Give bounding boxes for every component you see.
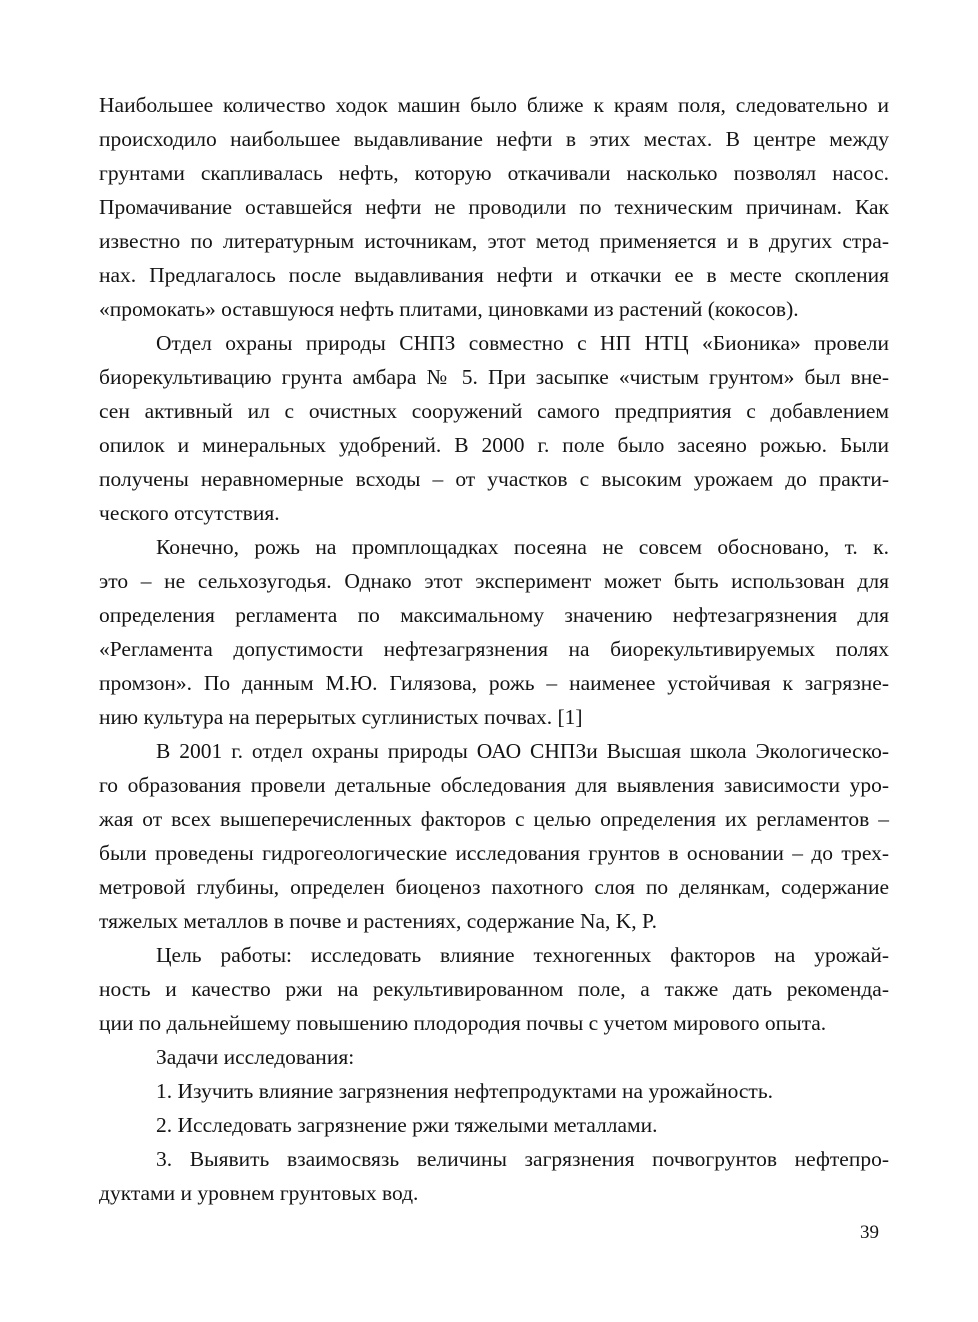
- page-number: 39: [860, 1222, 879, 1243]
- paragraph-p6: [99, 1040, 889, 1074]
- text-line: известно по литературным источникам, этот метод применяется и в других стра-: [99, 229, 889, 253]
- text-line: Отдел охраны природы СНПЗ совместно с НП НТЦ «Бионика» провели: [156, 331, 889, 355]
- text-line: грунтами скапливалась нефть, которую откачивали насколько позволял насос.: [99, 161, 889, 185]
- text-line: 3. Выявить взаимосвязь величины загрязнения почвогрунтов нефтепро-: [156, 1147, 889, 1171]
- paragraph-p9: [99, 1142, 889, 1210]
- body-text: [99, 88, 889, 1210]
- text-line: нах. Предлагалось после выдавливания нефти и откачки ее в месте скопления: [99, 263, 889, 287]
- text-line: В 2001 г. отдел охраны природы ОАО СНПЗи Высшая школа Экологическо-: [156, 739, 889, 763]
- text-line: метровой глубины, определен биоценоз пахотного слоя по делянкам, содержание: [99, 875, 889, 899]
- text-line: Промачивание оставшейся нефти не проводили по техническим причинам. Как: [99, 195, 889, 219]
- paragraph-p7: [99, 1074, 889, 1108]
- text-line: биорекультивацию грунта амбара № 5. При засыпке «чистым грунтом» был вне-: [99, 365, 889, 389]
- text-line: 1. Изучить влияние загрязнения нефтепродуктами на урожайность.: [156, 1079, 774, 1103]
- text-line: получены неравномерные всходы – от участков с высоким урожаем до практи-: [99, 467, 889, 491]
- text-line: промзон». По данным М.Ю. Гилязова, рожь – наименее устойчивая к загрязне-: [99, 671, 889, 695]
- text-line: ность и качество ржи на рекультивированном поле, а также дать рекоменда-: [99, 977, 889, 1001]
- paragraph-p1: [99, 88, 889, 326]
- text-line: «промокать» оставшуюся нефть плитами, циновками из растений (кокосов).: [99, 297, 799, 321]
- text-line: сен активный ил с очистных сооружений самого предприятия с добавлением: [99, 399, 889, 423]
- paragraph-p8: [99, 1108, 889, 1142]
- text-line: определения регламента по максимальному значению нефтезагрязнения для: [99, 603, 889, 627]
- text-line: ческого отсутствия.: [99, 501, 280, 525]
- text-line: это – не сельхозугодья. Однако этот эксперимент может быть использован для: [99, 569, 889, 593]
- paragraph-p2: [99, 326, 889, 530]
- paragraph-p4: [99, 734, 889, 938]
- text-line: Цель работы: исследовать влияние техногенных факторов на урожай-: [156, 943, 889, 967]
- paragraph-p3: [99, 530, 889, 734]
- text-line: опилок и минеральных удобрений. В 2000 г. поле было засеяно рожью. Были: [99, 433, 889, 457]
- text-line: были проведены гидрогеологические исследования грунтов в основании – до трех-: [99, 841, 889, 865]
- text-line: происходило наибольшее выдавливание нефти в этих местах. В центре между: [99, 127, 889, 151]
- text-line: дуктами и уровнем грунтовых вод.: [99, 1181, 419, 1205]
- text-line: Наибольшее количество ходок машин было ближе к краям поля, следовательно и: [99, 93, 889, 117]
- text-line: «Регламента допустимости нефтезагрязнения на биорекультивируемых полях: [99, 637, 889, 661]
- text-line: жая от всех вышеперечисленных факторов с целью определения их регламентов –: [99, 807, 889, 831]
- text-line: 2. Исследовать загрязнение ржи тяжелыми металлами.: [156, 1113, 658, 1137]
- text-line: Конечно, рожь на промплощадках посеяна не совсем обосновано, т. к.: [156, 535, 889, 559]
- text-line: Задачи исследования:: [156, 1045, 355, 1069]
- text-line: тяжелых металлов в почве и растениях, содержание Na, K, P.: [99, 909, 658, 933]
- text-line: ции по дальнейшему повышению плодородия почвы с учетом мирового опыта.: [99, 1011, 827, 1035]
- text-line: го образования провели детальные обследования для выявления зависимости уро-: [99, 773, 889, 797]
- text-line: нию культура на перерытых суглинистых почвах. [1]: [99, 705, 583, 729]
- paragraph-p5: [99, 938, 889, 1040]
